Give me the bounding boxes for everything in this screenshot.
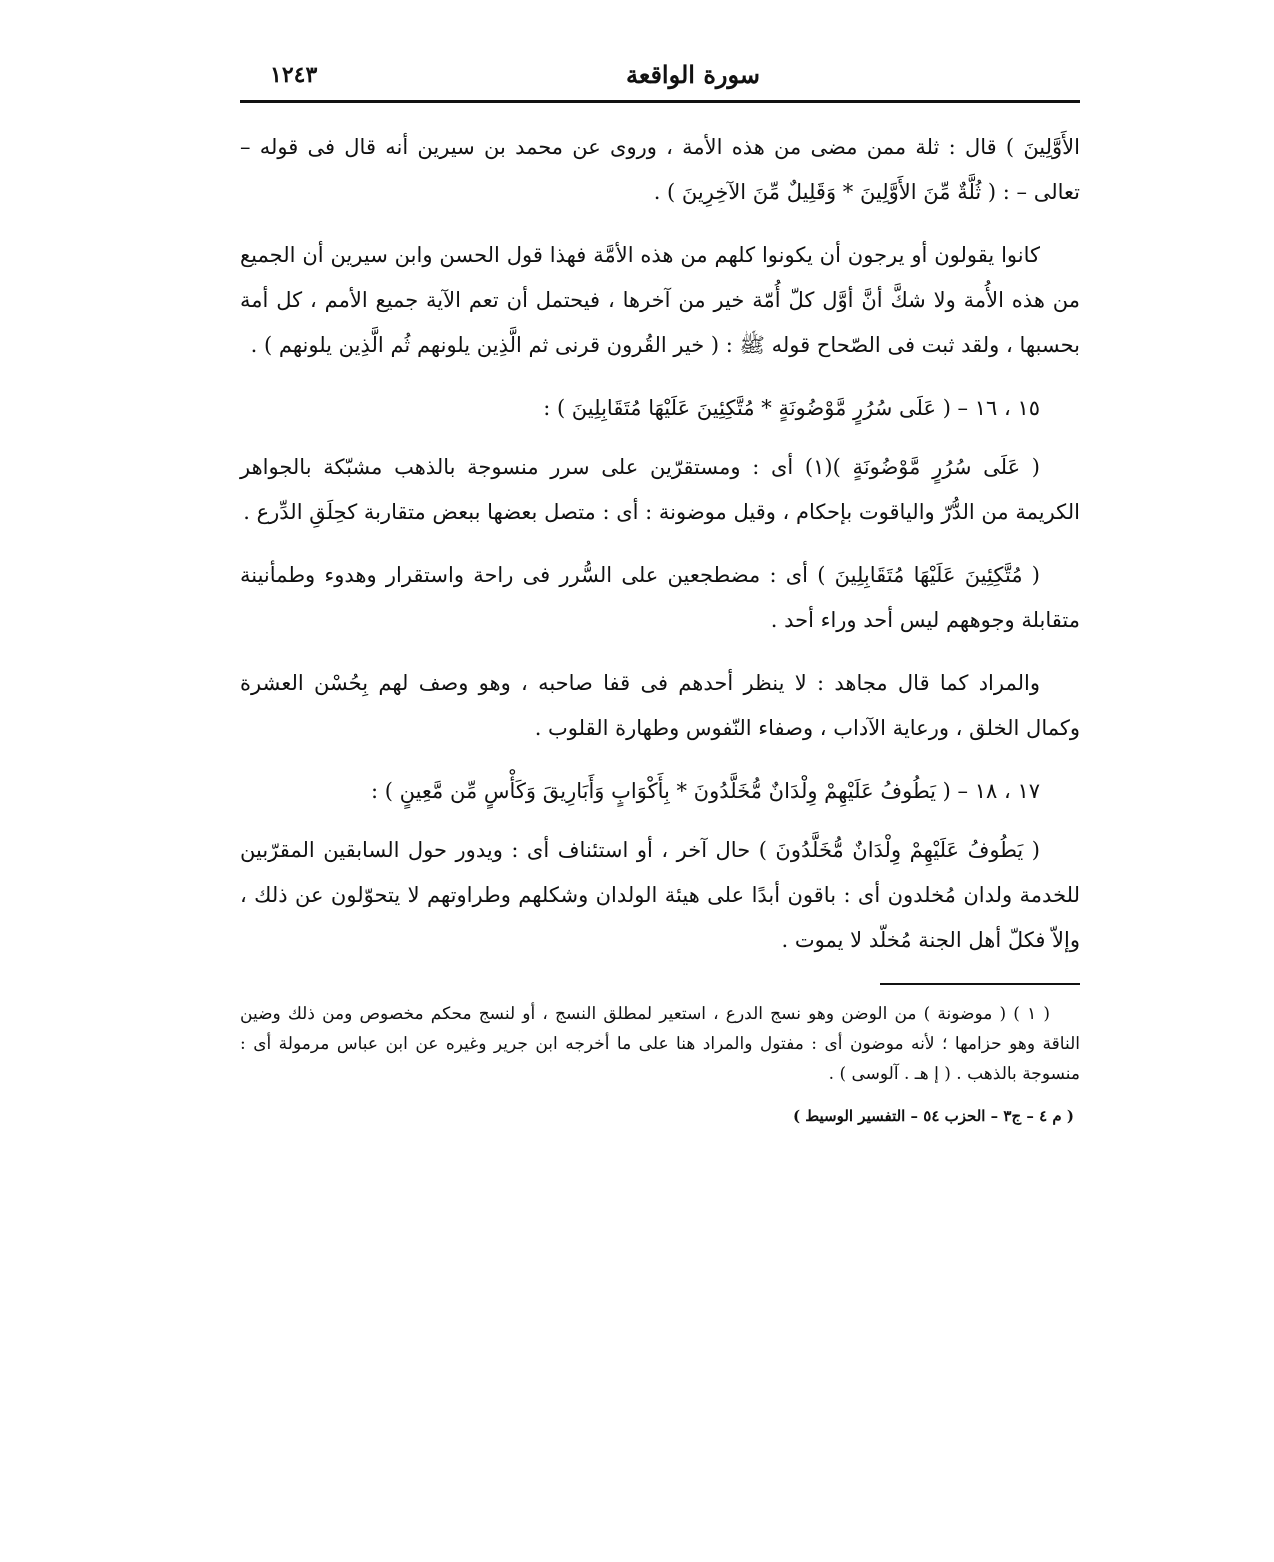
paragraph-mujahid: والمراد كما قال مجاهد : لا ينظر أحدهم فى قفا صاحبه ، وهو وصف لهم بِحُسْن العشرة وكمال الخلق ، ورعاية الآداب ، وصفاء النّفوس وطهارة القلوب . xyxy=(240,671,1080,740)
paragraph-hasan-ibn-sirin: كانوا يقولون أو يرجون أن يكونوا كلهم من هذه الأمَّة فهذا قول الحسن وابن سيرين أن الجميع من هذه الأُمة ولا شكَّ أنَّ أوَّل كلّ أُمّة خير من آخرها ، فيحتمل أن تعم الآية جميع الأمم ، كل أمة بحسبها ، ولقد ثبت فى الصّحاح قوله ﷺ : ( خير القُرون قرنى ثم الَّذِين يلونهم ثُم الَّذِين يلونهم ) . xyxy=(240,243,1080,357)
paragraph-wildan: ( يَطُوفُ عَلَيْهِمْ وِلْدَانٌ مُّخَلَّدُونَ ) حال آخر ، أو استئناف أى : ويدور حول السابقين المقرّبين للخدمة ولدان مُخلدون أى : باقون أبدًا على هيئة الولدان وشكلهم وطراوتهم لا يتحوّلون عن ذلك ، وإلاّ فكلّ أهل الجنة مُخلّد لا يموت . xyxy=(240,838,1080,952)
paragraph-muttakiin: ( مُتَّكِئِينَ عَلَيْهَا مُتَقَابِلِينَ ) أى : مضطجعين على السُّرر فى راحة واستقرار وهدوء وطمأنينة متقابلة وجوههم ليس أحد وراء أحد . xyxy=(240,563,1080,632)
paragraph-continuation: الأَوَّلِينَ ) قال : ثلة ممن مضى من هذه الأمة ، وروى عن محمد بن سيرين أنه قال فى قوله – تعالى – : ( ثُلَّةٌ مِّنَ الأَوَّلِينَ * وَقَلِيلٌ مِّنَ الآخِرِينَ ) . xyxy=(240,135,1080,204)
page-number: ١٢٤٣ xyxy=(270,62,318,88)
verse-heading-17-18: ١٧ ، ١٨ – ( يَطُوفُ عَلَيْهِمْ وِلْدَانٌ مُّخَلَّدُونَ * بِأَكْوَابٍ وَأَبَارِيقَ وَكَأْسٍ مِّن مَّعِينٍ ) : xyxy=(370,779,1040,803)
paragraph-mawdunah: ( عَلَى سُرُرٍ مَّوْضُونَةٍ )(١) أى : ومستقرّين على سرر منسوجة بالذهب مشبّكة بالجواهر الكريمة من الدُّرّ والياقوت بإحكام ، وقيل موضونة : أى : متصل بعضها ببعض متقاربة كحِلَقِ الدِّرع . xyxy=(240,455,1080,524)
book-page xyxy=(240,56,1080,1125)
main-text xyxy=(240,125,1080,963)
printer-signature: ( م ٤ – ج٣ – الحزب ٥٤ – التفسير الوسيط ) xyxy=(792,1107,1074,1125)
footnote xyxy=(240,999,1080,1089)
footnote-text: ( ١ ) ( موضونة ) من الوضن وهو نسج الدرع ، استعير لمطلق النسج ، أو لنسج محكم مخصوص ومن ذلك وضين الناقة وهو حزامها ؛ لأنه موضون أى : مفتول والمراد هنا على ما أخرجه ابن جرير وغيره عن ابن عباس مرمولة أى : منسوجة بالذهب . ( إ هـ . آلوسى ) . xyxy=(240,1004,1080,1084)
running-header xyxy=(240,56,1080,103)
verse-heading-15-16: ١٥ ، ١٦ – ( عَلَى سُرُرٍ مَّوْضُونَةٍ * مُتَّكِئِينَ عَلَيْهَا مُتَقَابِلِينَ ) : xyxy=(543,396,1040,420)
surah-title: سورة الواقعة xyxy=(626,60,760,89)
footnote-divider xyxy=(880,983,1080,985)
